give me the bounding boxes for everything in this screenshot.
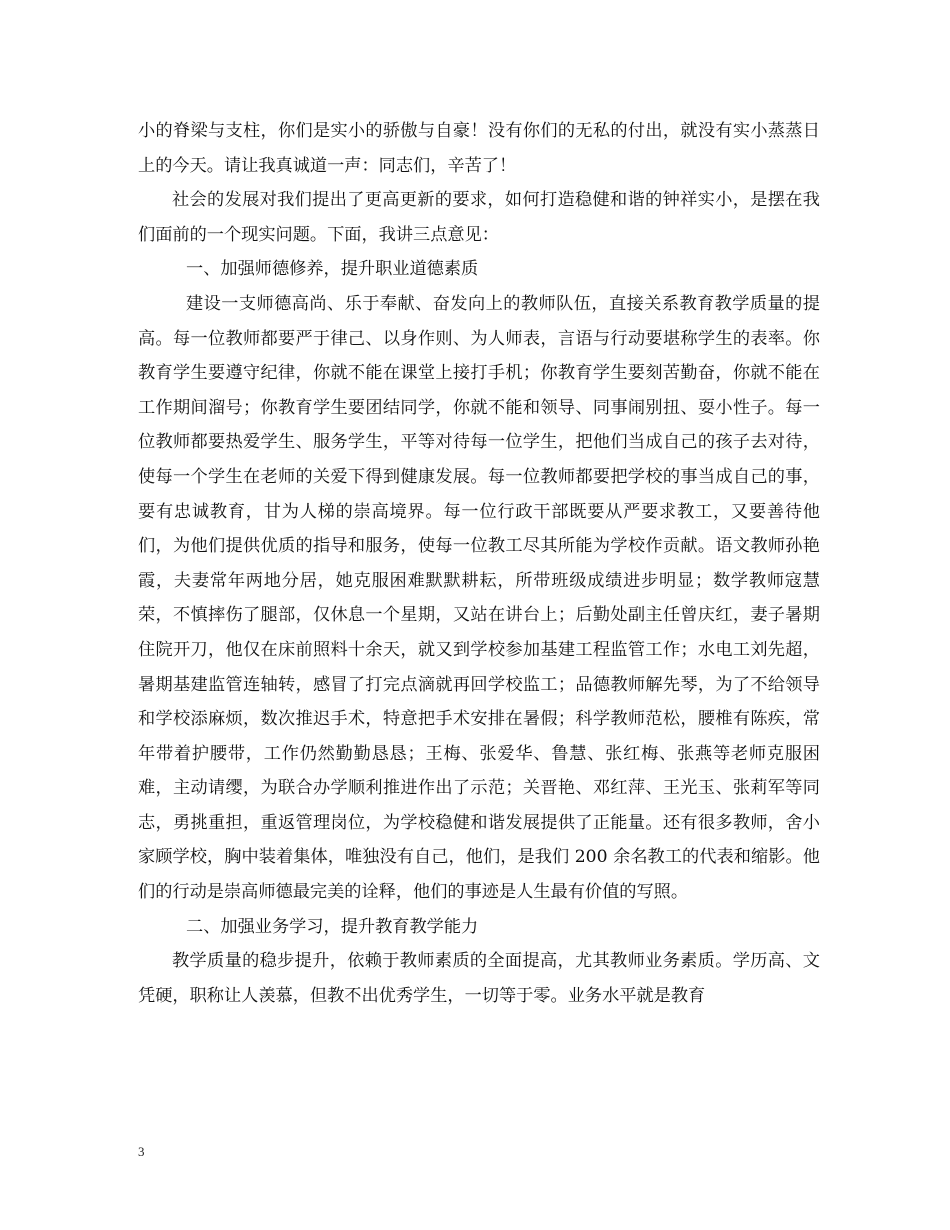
document-body (138, 114, 820, 1013)
section-heading-1: 一、加强师德修养，提升职业道德素质 (186, 259, 479, 280)
paragraph-section-2: 教学质量的稳步提升，依赖于教师素质的全面提高，尤其教师业务素质。学历高、文凭硬，职称让人羡慕，但教不出优秀学生，一切等于零。业务水平就是教育 (138, 951, 820, 1006)
page-number: 3 (138, 1144, 145, 1159)
paragraph-intro: 社会的发展对我们提出了更高更新的要求，如何打造稳健和谐的钟祥实小，是摆在我们面前的一个现实问题。下面，我讲三点意见： (138, 190, 820, 245)
paragraph-continuation: 小的脊梁与支柱，你们是实小的骄傲与自豪！没有你们的无私的付出，就没有实小蒸蒸日上的今天。请让我真诚道一声：同志们，辛苦了！ (138, 121, 820, 176)
paragraph-section-1: 建设一支师德高尚、乐于奉献、奋发向上的教师队伍，直接关系教育教学质量的提高。每一位教师都要严于律己、以身作则、为人师表，言语与行动要堪称学生的表率。你教育学生要遵守纪律，你就不能在课堂上接打手机；你教育学生要刻苦勤奋，你就不能在工作期间溜号；你教育学生要团结同学，你就不能和领导、同事闹别扭、耍小性子。每一位教师都要热爱学生、服务学生，平等对待每一位学生，把他们当成自己的孩子去对待，使每一个学生在老师的关爱下得到健康发展。每一位教师都要把学校的事当成自己的事，要有忠诚教育，甘为人梯的崇高境界。每一位行政干部既要从严要求教工，又要善待他们，为他们提供优质的指导和服务，使每一位教工尽其所能为学校作贡献。语文教师孙艳霞，夫妻常年两地分居，她克服困难默默耕耘，所带班级成绩进步明显；数学教师寇慧荣，不慎摔伤了腿部，仅休息一个星期，又站在讲台上；后勤处副主任曾庆红，妻子暑期住院开刀，他仅在床前照料十余天，就又到学校参加基建工程监管工作；水电工刘先超，暑期基建监管连轴转，感冒了打完点滴就再回学校监工；品德教师解先琴，为了不给领导和学校添麻烦，数次推迟手术，特意把手术安排在暑假；科学教师范松，腰椎有陈疾，常年带着护腰带，工作仍然勤勤恳恳；王梅、张爱华、鲁慧、张红梅、张燕等老师克服困难，主动请缨，为联合办学顺利推进作出了示范；关晋艳、邓红萍、王光玉、张莉军等同志，勇挑重担，重返管理岗位，为学校稳健和谐发展提供了正能量。还有很多教师，舍小家顾学校，胸中装着集体，唯独没有自己，他们，是我们 200 余名教工的代表和缩影。他们的行动是崇高师德最完美的诠释，他们的事迹是人生最有价值的写照。 (138, 293, 820, 903)
section-heading-2: 二、加强业务学习，提升教育教学能力 (186, 916, 479, 937)
